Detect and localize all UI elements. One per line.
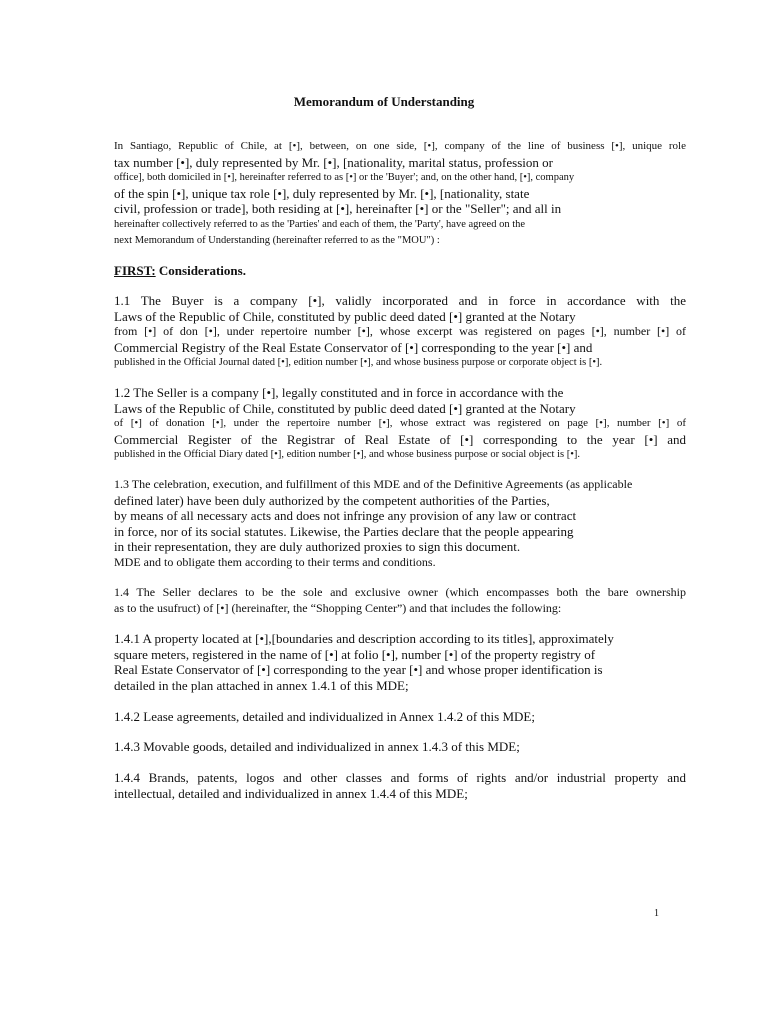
preamble-paragraph: [114, 139, 686, 248]
clause-line: of [•] of donation [•], under the repertoire number [•], whose extract was registered on page [•], number [•] of: [114, 417, 686, 430]
clause-1-3: [114, 477, 686, 571]
clause-line: as to the usufruct) of [•] (hereinafter, the “Shopping Center”) and that includes the following:: [114, 600, 562, 615]
clause-1-4: [114, 585, 686, 616]
clause-1-4-1: [114, 631, 686, 693]
clause-line: 1.4.3 Movable goods, detailed and individualized in annex 1.4.3 of this MDE;: [114, 739, 520, 754]
clause-line: published in the Official Diary dated [•], edition number [•], and whose business purpose or social object is [•].: [114, 449, 581, 461]
section-heading-title: Considerations.: [155, 263, 246, 278]
clause-line: 1.3 The celebration, execution, and fulfillment of this MDE and of the Definitive Agreements (as applicable: [114, 477, 633, 491]
clause-1-4-2: [114, 709, 686, 725]
preamble-line: hereinafter collectively referred to as the 'Parties' and each of them, the 'Party', have agreed on the: [114, 218, 526, 230]
clause-line: square meters, registered in the name of [•] at folio [•], number [•] of the property registry of: [114, 646, 596, 662]
clause-line: 1.2 The Seller is a company [•], legally constituted and in force in accordance with the: [114, 385, 564, 400]
clause-line: 1.4.2 Lease agreements, detailed and individualized in Annex 1.4.2 of this MDE;: [114, 709, 535, 724]
clause-line: detailed in the plan attached in annex 1.4.1 of this MDE;: [114, 677, 409, 693]
clause-line: 1.4 The Seller declares to be the sole and exclusive owner (which encompasses both the bare ownership: [114, 585, 686, 599]
section-heading: [114, 263, 246, 279]
clause-line: 1.4.4 Brands, patents, logos and other classes and forms of rights and/or industrial property and: [114, 770, 686, 785]
clause-line: defined later) have been duly authorized by the competent authorities of the Parties,: [114, 492, 550, 508]
clause-line: from [•] of don [•], under repertoire number [•], whose excerpt was registered on pages [•], number [•] of: [114, 324, 686, 339]
clause-line: in their representation, they are duly authorized proxies to sign this document.: [114, 539, 521, 555]
clause-line: Real Estate Conservator of [•] corresponding to the year [•] and whose proper identification is: [114, 662, 603, 678]
clause-line: Commercial Register of the Registrar of Real Estate of [•] corresponding to the year [•] and: [114, 431, 686, 447]
clause-line: Laws of the Republic of Chile, constituted by public deed dated [•] granted at the Notary: [114, 308, 576, 324]
clause-line: published in the Official Journal dated [•], edition number [•], and whose business purpose or corporate object is [•].: [114, 357, 603, 369]
clause-line: 1.1 The Buyer is a company [•], validly incorporated and in force in accordance with the: [114, 293, 686, 308]
clause-line: 1.4.1 A property located at [•],[boundaries and description according to its titles], approximately: [114, 631, 614, 646]
preamble-line: tax number [•], duly represented by Mr. [•], [nationality, marital status, profession or: [114, 154, 553, 170]
clause-1-2: [114, 385, 686, 463]
preamble-line: office], both domiciled in [•], hereinafter referred to as [•] or the 'Buyer'; and, on the other hand, [•], company: [114, 172, 575, 184]
clause-line: by means of all necessary acts and does not infringe any provision of any law or contract: [114, 508, 577, 524]
preamble-line: In Santiago, Republic of Chile, at [•], between, on one side, [•], company of the line of business [•], unique role: [114, 140, 686, 152]
clause-1-4-3: [114, 739, 686, 755]
document-title: Memorandum of Understanding: [293, 94, 475, 109]
clause-line: intellectual, detailed and individualized in annex 1.4.4 of this MDE;: [114, 785, 468, 801]
clause-1-4-4: [114, 770, 686, 801]
page-number: 1: [654, 908, 659, 919]
section-heading-label: FIRST:: [114, 263, 156, 278]
clause-line: MDE and to obligate them according to their terms and conditions.: [114, 554, 436, 569]
clause-line: Commercial Registry of the Real Estate Conservator of [•] corresponding to the year [•] and: [114, 339, 593, 355]
clause-1-1: [114, 293, 686, 371]
clause-line: in force, nor of its social statutes. Likewise, the Parties declare that the people appearing: [114, 523, 574, 539]
preamble-line: of the spin [•], unique tax role [•], duly represented by Mr. [•], [nationality, state: [114, 185, 530, 201]
preamble-line: civil, profession or trade], both residing at [•], hereinafter [•] or the "Seller"; and all in: [114, 201, 562, 217]
clause-line: Laws of the Republic of Chile, constituted by public deed dated [•] granted at the Notary: [114, 400, 576, 416]
preamble-line: next Memorandum of Understanding (hereinafter referred to as the "MOU") :: [114, 234, 440, 246]
